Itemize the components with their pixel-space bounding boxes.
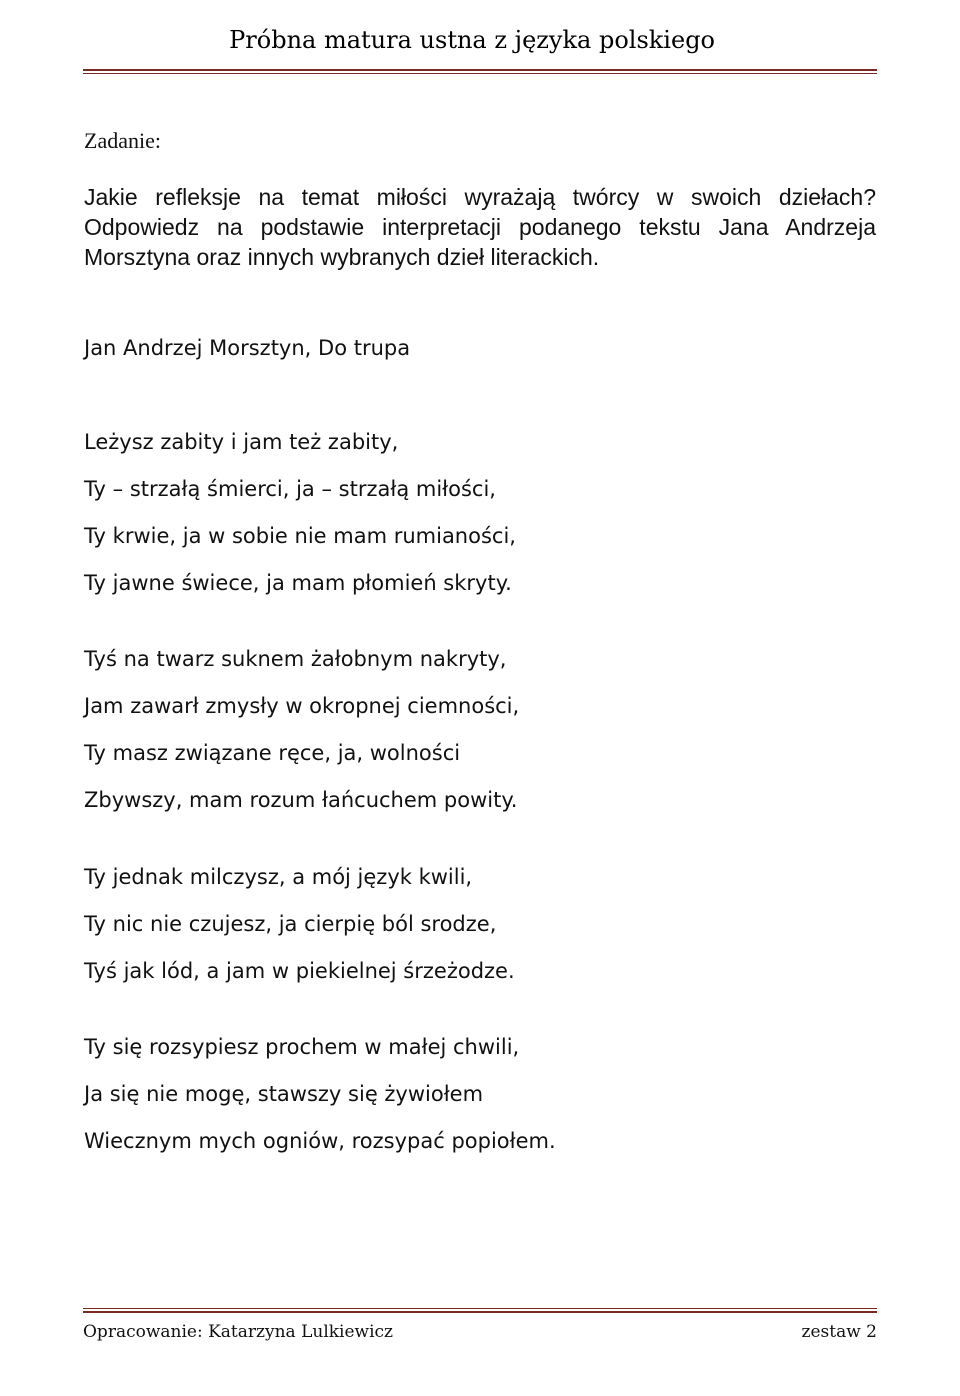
verse: Ty krwie, ja w sobie nie mam rumianości,	[84, 524, 516, 548]
stanza-4	[84, 1032, 876, 1156]
verse: Ty masz związane ręce, ja, wolności	[84, 741, 461, 765]
page-footer	[83, 1308, 877, 1348]
stanza-1	[84, 427, 876, 598]
page-header	[0, 26, 960, 66]
verse: Zbywszy, mam rozum łańcuchem powity.	[84, 788, 518, 812]
stanza-3	[84, 862, 876, 986]
stanza-2	[84, 644, 876, 815]
verse: Ja się nie mogę, stawszy się żywiołem	[84, 1082, 484, 1106]
page-title: Próbna matura ustna z języka polskiego	[229, 26, 715, 54]
verse: Ty nic nie czujesz, ja cierpię ból srodze,	[84, 912, 497, 936]
document-body	[84, 126, 876, 1202]
verse: Ty się rozsypiesz prochem w małej chwili,	[84, 1035, 520, 1059]
header-divider	[83, 69, 877, 71]
verse: Ty jednak milczysz, a mój język kwili,	[84, 865, 473, 889]
poem	[84, 427, 876, 1156]
task-text: Jakie refleksje na temat miłości wyrażają twórcy w swoich dziełach? Odpowiedz na podstawie interpretacji podanego tekstu Jana Andrzeja Morsztyna oraz innych wybranych dzieł literackich.	[84, 184, 876, 270]
verse: Jam zawarł zmysły w okropnej ciemności,	[84, 694, 520, 718]
footer-author: Opracowanie: Katarzyna Lulkiewicz	[83, 1322, 394, 1342]
verse: Leżysz zabity i jam też zabity,	[84, 430, 399, 454]
verse: Ty – strzałą śmierci, ja – strzałą miłości,	[84, 477, 496, 501]
verse: Wiecznym mych ogniów, rozsypać popiołem.	[84, 1129, 556, 1153]
footer-divider	[83, 1311, 877, 1313]
footer-set-number: zestaw 2	[801, 1322, 877, 1342]
footer-divider-thin	[83, 1308, 877, 1309]
verse: Ty jawne świece, ja mam płomień skryty.	[84, 571, 512, 595]
poem-title: Jan Andrzej Morsztyn, Do trupa	[84, 336, 411, 360]
verse: Tyś na twarz suknem żałobnym nakryty,	[84, 647, 507, 671]
verse: Tyś jak lód, a jam w piekielnej śrzeżodze.	[84, 959, 515, 983]
header-divider-thin	[83, 73, 877, 74]
task-label: Zadanie:	[84, 128, 161, 153]
